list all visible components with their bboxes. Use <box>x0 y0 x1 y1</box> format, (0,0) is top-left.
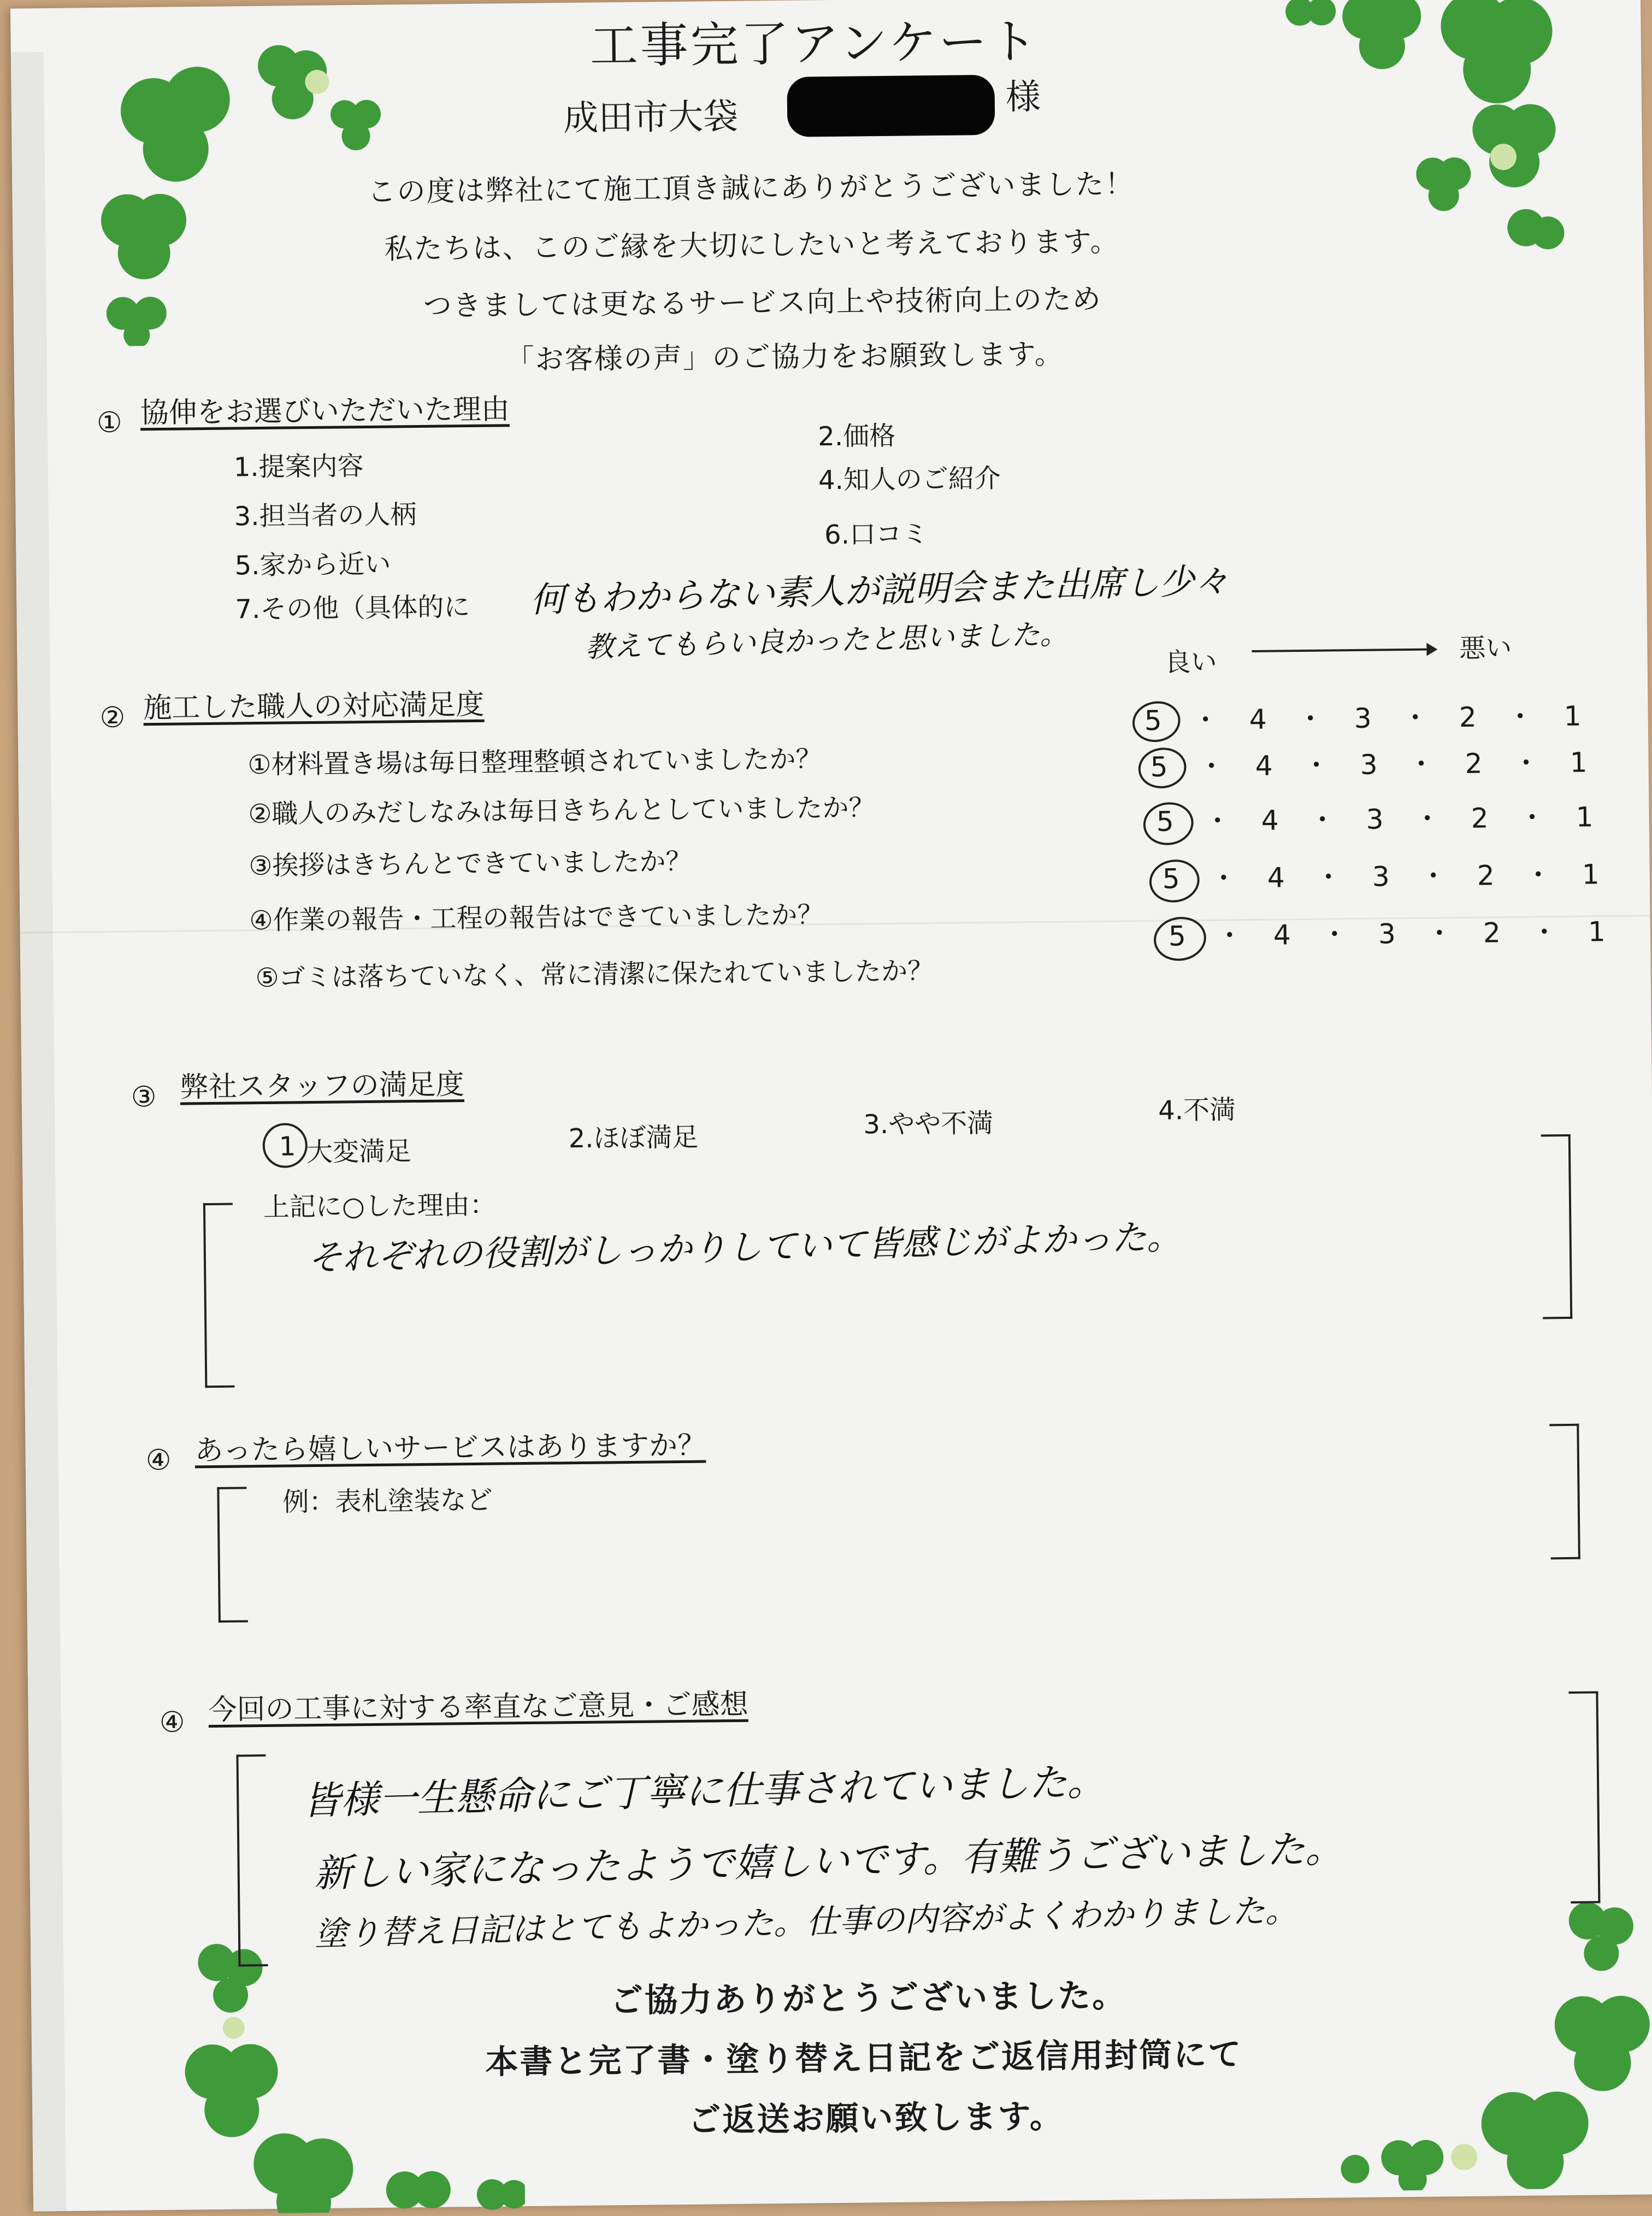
rating-row-5 <box>1150 910 1623 954</box>
rating-value: 4 <box>1255 750 1273 782</box>
rating-value: 5 <box>1168 920 1187 952</box>
section-4-heading: あったら嬉しいサービスはありますか？ <box>194 1429 706 1467</box>
rating-value: 2 <box>1483 917 1501 949</box>
service-example: 例：表札塗装など <box>282 1484 493 1518</box>
rating-separator: ・ <box>1314 861 1343 893</box>
rating-separator: ・ <box>1210 862 1238 894</box>
reason-option-1: 1.提案内容 <box>233 451 364 483</box>
staff-option-1-number: 1 <box>279 1131 296 1162</box>
section-3-number: ③ <box>131 1081 157 1114</box>
rating-value: 2 <box>1477 859 1495 892</box>
scale-arrow-icon <box>1252 638 1437 662</box>
section-2-heading: 施工した職人の対応満足度 <box>143 688 485 725</box>
rating-value: 4 <box>1267 862 1285 894</box>
intro-line-3: つきましては更なるサービス向上や技術向上のため <box>423 282 1102 323</box>
rating-value: 3 <box>1372 861 1390 893</box>
clover-decoration-bottom-right <box>1330 1882 1652 2191</box>
rating-separator: ・ <box>1191 704 1220 736</box>
craftsman-question-4: ④作業の報告・工程の報告はできていましたか？ <box>249 899 824 936</box>
selected-circle <box>262 1123 308 1168</box>
rating-separator: ・ <box>1407 748 1435 781</box>
section-5-heading: 今回の工事に対する率直なご意見・ご感想 <box>208 1688 748 1727</box>
reason-handwriting-line-1: 何もわからない素人が説明会また出席し少々 <box>529 561 1230 621</box>
rating-value: 3 <box>1378 918 1396 950</box>
scale-good-label: 良い <box>1164 646 1217 678</box>
craftsman-question-2: ②職人のみだしなみは毎日きちんとしていましたか？ <box>248 792 875 830</box>
comment-handwriting-line-2: 新しい家になったようで嬉しいです。有難うございました。 <box>313 1826 1344 1896</box>
section-3-heading: 弊社スタッフの満足度 <box>180 1068 464 1104</box>
reason-label: 上記に○した理由： <box>263 1189 497 1223</box>
intro-line-2: 私たちは、このご縁を大切にしたいと考えております。 <box>384 225 1120 266</box>
rating-value: 1 <box>1564 700 1582 733</box>
rating-separator: ・ <box>1308 804 1336 836</box>
rating-separator: ・ <box>1530 916 1559 948</box>
craftsman-question-1: ①材料置き場は毎日整理整頓されていましたか？ <box>247 744 822 781</box>
rating-separator: ・ <box>1296 703 1325 735</box>
customer-address: 成田市大袋 <box>563 96 739 139</box>
reason-option-5: 5.家から近い <box>234 549 391 581</box>
rating-value: 1 <box>1570 746 1588 779</box>
comment-handwriting-line-1: 皆様一生懸命にご丁寧に仕事されていました。 <box>302 1759 1106 1824</box>
scale-bad-label: 悪い <box>1459 633 1512 664</box>
footer-instruction-line-2: ご返送お願い致します。 <box>688 2097 1065 2140</box>
rating-value: 4 <box>1273 919 1291 951</box>
staff-option-2: 2.ほぼ満足 <box>568 1122 699 1154</box>
rating-value: 1 <box>1576 801 1594 833</box>
rating-separator: ・ <box>1419 860 1448 892</box>
rating-row-2 <box>1132 740 1605 785</box>
rating-separator: ・ <box>1401 702 1430 734</box>
rating-value: 1 <box>1588 916 1606 948</box>
footer-instruction-line-1: 本書と完了書・塗り替え日記をご返信用封筒にて <box>485 2035 1243 2082</box>
rating-separator: ・ <box>1413 803 1441 835</box>
reason-option-6: 6.口コミ <box>824 518 929 551</box>
clover-decoration-top-right <box>1267 0 1576 280</box>
craftsman-question-5: ⑤ゴミは落ちていなく、常に清潔に保たれていましたか？ <box>255 956 934 994</box>
reason-option-7: 7.その他（具体的に <box>235 591 470 625</box>
rating-value: 1 <box>1582 858 1600 891</box>
rating-value: 2 <box>1465 747 1483 780</box>
rating-separator: ・ <box>1302 749 1330 782</box>
rating-value: 3 <box>1366 803 1384 835</box>
comment-box-right-bracket <box>1568 1691 1600 1903</box>
intro-line-4: 「お客様の声」のご協力をお願致します。 <box>505 338 1064 377</box>
staff-option-4: 4.不満 <box>1158 1094 1236 1126</box>
reason-option-4: 4.知人のご紹介 <box>818 463 1001 496</box>
rating-separator: ・ <box>1518 801 1546 834</box>
reason-option-3: 3.担当者の人柄 <box>234 499 417 532</box>
rating-separator: ・ <box>1216 920 1244 952</box>
staff-option-1-label: 大変満足 <box>306 1136 412 1168</box>
rating-separator: ・ <box>1524 859 1553 891</box>
comment-handwriting-line-3: 塗り替え日記はとてもよかった。仕事の内容がよくわかりました。 <box>314 1891 1299 1954</box>
section-1-number: ① <box>96 406 122 440</box>
service-box-right-bracket <box>1549 1424 1580 1560</box>
rating-value: 4 <box>1261 804 1279 836</box>
rating-separator: ・ <box>1425 917 1454 950</box>
section-2-number: ② <box>99 701 126 735</box>
rating-value: 5 <box>1150 751 1168 783</box>
rating-separator: ・ <box>1506 700 1534 733</box>
reason-handwriting-line-2: 教えてもらい良かったと思いました。 <box>585 617 1069 664</box>
section-5-number: ④ <box>159 1706 185 1740</box>
rating-separator: ・ <box>1203 805 1231 837</box>
rating-row-3 <box>1138 795 1611 839</box>
rating-value: 3 <box>1360 749 1378 781</box>
rating-row-4 <box>1144 852 1617 897</box>
clover-decoration-bottom-left <box>173 1926 525 2214</box>
survey-sheet <box>10 0 1652 2212</box>
section-1-heading: 協伸をお選びいただいた理由 <box>140 393 510 430</box>
rating-separator: ・ <box>1197 750 1225 783</box>
rating-value: 5 <box>1162 863 1180 895</box>
intro-line-1: この度は弊社にて施工頂き誠にありがとうございました！ <box>367 168 1135 209</box>
reason-handwriting: それぞれの役割がしっかりしていて皆感じがよかった。 <box>307 1217 1182 1279</box>
rating-value: 4 <box>1249 703 1267 736</box>
redacted-name <box>787 75 995 137</box>
footer-thanks: ご協力ありがとうございました。 <box>610 1976 1127 2020</box>
rating-value: 2 <box>1459 701 1477 734</box>
honorific: 様 <box>1005 76 1041 118</box>
craftsman-question-3: ③挨拶はきちんとできていましたか？ <box>249 846 692 882</box>
rating-row-1 <box>1126 694 1599 738</box>
rating-value: 3 <box>1354 702 1372 735</box>
staff-option-3: 3.やや不満 <box>863 1108 994 1140</box>
comment-box-left-bracket <box>236 1754 268 1967</box>
rating-value: 5 <box>1156 805 1174 838</box>
section-4-number: ④ <box>145 1443 172 1477</box>
underlying-sheet <box>11 52 66 2211</box>
reason-box-right-bracket <box>1541 1134 1573 1319</box>
reason-option-2: 2.価格 <box>817 420 896 452</box>
survey-title: 工事完了アンケート <box>589 13 1040 74</box>
rating-separator: ・ <box>1512 747 1540 780</box>
service-box-left-bracket <box>217 1487 248 1623</box>
rating-separator: ・ <box>1320 918 1349 951</box>
rating-value: 2 <box>1471 802 1489 834</box>
rating-value: 5 <box>1144 704 1162 737</box>
reason-box-left-bracket <box>203 1203 235 1388</box>
